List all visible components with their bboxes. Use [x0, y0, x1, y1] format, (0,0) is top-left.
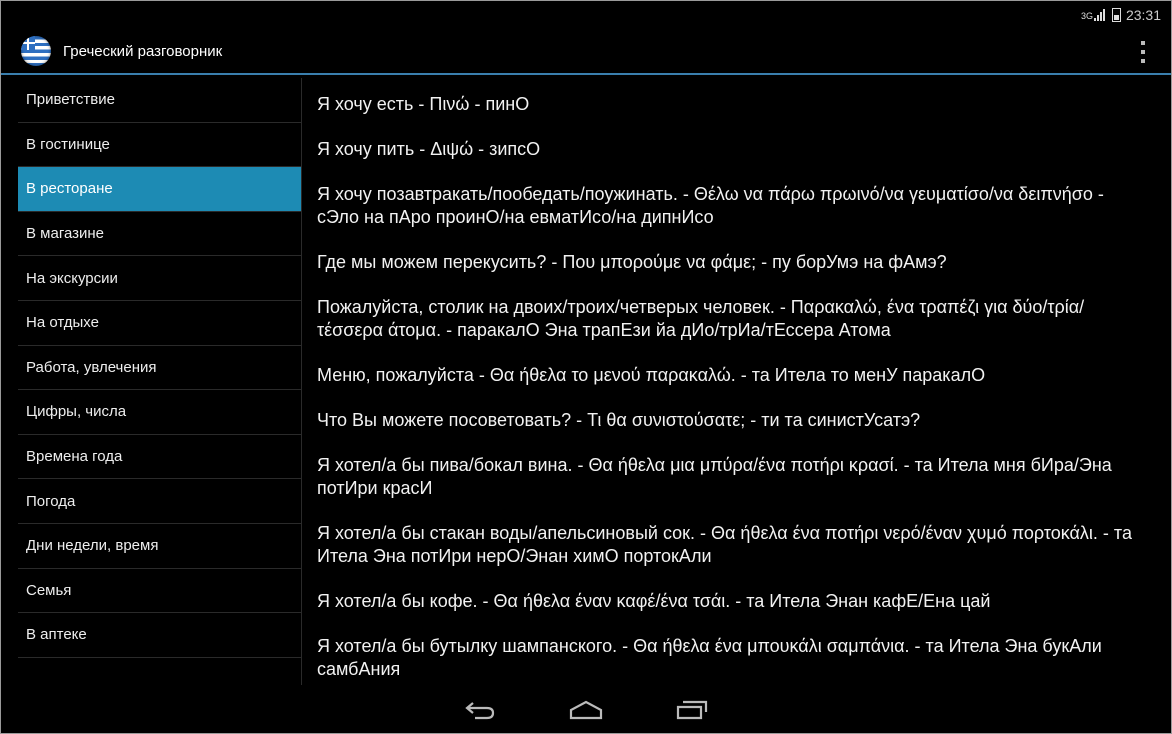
app-title: Греческий разговорник: [63, 42, 223, 60]
action-bar: [1, 29, 1171, 75]
phrase-item[interactable]: Я хочу пить - Διψώ - зипсО: [317, 139, 541, 159]
sidebar-item-label: В аптеке: [26, 626, 87, 644]
recents-icon[interactable]: [674, 698, 710, 722]
sidebar-item[interactable]: [18, 479, 301, 524]
phrase-item[interactable]: Где мы можем перекусить? - Που μπορούμε να φάμε; - пу борУмэ на фАмэ?: [317, 252, 947, 272]
sidebar-item-label: Семья: [26, 581, 72, 599]
home-icon[interactable]: [568, 698, 604, 722]
sidebar-item-label: На экскурсии: [26, 269, 118, 287]
battery-icon: [1112, 8, 1121, 22]
status-time: 23:31: [1125, 7, 1161, 23]
sidebar-item-label: В ресторане: [26, 180, 113, 198]
phrase-item[interactable]: Я хотел/а бы кофе. - Θα ήθελα έναν καφέ/ένα τσάι. - та Итела Энан кафЕ/Ена цай: [317, 591, 991, 611]
phrase-item[interactable]: Меню, пожалуйста - Θα ήθελα το μενού παρακαλώ. - та Итела то менУ паракалО: [317, 365, 986, 385]
sidebar-item[interactable]: [18, 613, 301, 658]
sidebar-item[interactable]: [18, 301, 301, 346]
phrase-item[interactable]: Я хочу позавтракать/пообедать/поужинать. - Θέλω να πάρω πρωινό/να γευματίσο/να δειπνήσο - сЭло на пАро проинО/на евматИсо/на дипнИсо: [317, 184, 1104, 227]
phrase-item[interactable]: Я хотел/а бы стакан воды/апельсиновый сок. - Θα ήθελα ένα ποτήρι νερό/έναν χυμό πορτοκάλι. - та Итела Эна потИри нерО/Энан химО портокАли: [317, 523, 1132, 566]
sidebar-item[interactable]: [18, 435, 301, 480]
sidebar-item[interactable]: [18, 346, 301, 391]
sidebar-item-label: Погода: [26, 492, 76, 510]
sidebar-item-label: Цифры, числа: [26, 403, 127, 421]
sidebar-item-label: Времена года: [26, 448, 123, 466]
navigation-bar: [1, 687, 1171, 733]
sidebar-item-label: Работа, увлечения: [26, 358, 157, 376]
phrase-item[interactable]: Я хочу есть - Πινώ - пинО: [317, 94, 530, 114]
sidebar-item[interactable]: [18, 123, 301, 168]
sidebar-item[interactable]: [18, 569, 301, 614]
greek-flag-icon[interactable]: [21, 36, 51, 66]
sidebar-item-label: Дни недели, время: [26, 537, 159, 555]
phrase-list[interactable]: [317, 93, 1147, 679]
sidebar-item[interactable]: [18, 390, 301, 435]
sidebar-item[interactable]: [18, 524, 301, 569]
sidebar-item[interactable]: [18, 212, 301, 257]
sidebar: [18, 78, 302, 685]
sidebar-item-label: В гостинице: [26, 135, 110, 153]
sidebar-item-label: Приветствие: [26, 91, 115, 109]
sidebar-item[interactable]: [18, 167, 301, 212]
phrase-item[interactable]: Что Вы можете посоветовать? - Τι θα συνιστούσατε; - ти та синистУсатэ?: [317, 410, 921, 430]
sidebar-item-label: На отдыхе: [26, 314, 99, 332]
phrase-item[interactable]: Пожалуйста, столик на двоих/троих/четверых человек. - Παρακαλώ, ένα τραπέζι για δύο/τρία/τέσσερα άτομα. - паракалО Эна трапЕзи йа дИо/трИа/тЕссера Атома: [317, 297, 1085, 340]
phrase-item[interactable]: Я хотел/а бы бутылку шампанского. - Θα ήθελα ένα μπουκάλι σαμπάνια. - та Итела Эна букАли самбАния: [317, 636, 1102, 679]
status-bar: [1, 1, 1171, 29]
signal-icon: 3G: [1081, 9, 1105, 21]
sidebar-item[interactable]: [18, 78, 301, 123]
sidebar-item[interactable]: [18, 256, 301, 301]
sidebar-item-label: В магазине: [26, 225, 105, 243]
overflow-menu-icon[interactable]: [1141, 41, 1145, 63]
back-icon[interactable]: [462, 698, 498, 722]
phrase-item[interactable]: Я хотел/а бы пива/бокал вина. - Θα ήθελα μια μπύρα/ένα ποτήρι κρασί. - та Итела мня бИра/Эна потИри красИ: [317, 455, 1112, 498]
